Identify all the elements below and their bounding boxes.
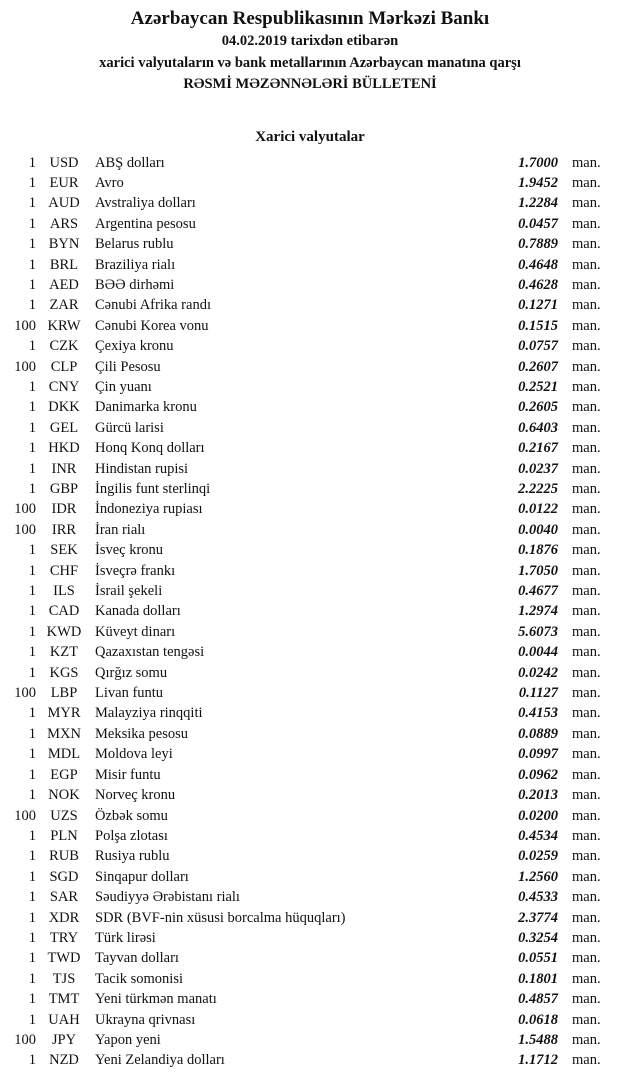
rate-row <box>0 703 610 723</box>
rate-unit-label: man. <box>572 685 601 702</box>
rate-unit-label: man. <box>572 787 601 804</box>
rates-table <box>0 153 620 1071</box>
currency-name: İngilis funt sterlinqi <box>95 481 211 497</box>
rate-unit-label: man. <box>572 195 601 212</box>
currency-rate: 0.1127 <box>518 685 558 702</box>
currency-quantity: 1 <box>28 174 36 191</box>
currency-name: BƏƏ dirhəmi <box>95 276 175 293</box>
currency-code: ILS <box>53 583 75 600</box>
currency-quantity: 1 <box>28 297 36 314</box>
rate-unit-label: man. <box>572 297 601 314</box>
currency-name: Yapon yeni <box>95 1031 161 1048</box>
rate-row <box>0 1010 610 1030</box>
rate-unit-label: man. <box>572 970 601 987</box>
rate-row <box>0 989 610 1009</box>
currency-quantity: 1 <box>28 542 36 559</box>
currency-name: Hindistan rupisi <box>95 460 189 477</box>
currency-rate: 2.3774 <box>518 909 558 926</box>
rate-row <box>0 826 610 846</box>
rate-row <box>0 908 610 928</box>
currency-name: Ukrayna qrivnası <box>95 1011 196 1028</box>
currency-rate: 0.4648 <box>518 256 558 273</box>
currency-name: İran rialı <box>95 521 146 538</box>
rate-row <box>0 806 610 826</box>
currency-name: Qazaxıstan tengəsi <box>95 644 205 661</box>
currency-rate: 0.4677 <box>518 583 558 600</box>
currency-rate: 1.9452 <box>518 174 558 191</box>
currency-name: Belarus rublu <box>95 236 174 253</box>
rate-unit-label: man. <box>572 868 601 885</box>
rate-unit-label: man. <box>572 1031 601 1048</box>
currency-quantity: 100 <box>14 1031 36 1048</box>
currency-name: Kanada dolları <box>95 603 181 620</box>
rate-row <box>0 622 610 642</box>
currency-code: NZD <box>49 1052 79 1069</box>
currency-rate: 0.1801 <box>518 970 558 987</box>
currency-name: Meksika pesosu <box>95 725 189 742</box>
currency-rate: 2.2225 <box>518 481 558 497</box>
currency-name: SDR (BVF-nin xüsusi borcalma hüquqları) <box>95 909 346 926</box>
currency-code: KZT <box>49 644 79 661</box>
rate-row <box>0 316 610 336</box>
currency-name: Çili Pesosu <box>95 358 161 375</box>
rate-unit-label: man. <box>572 766 601 783</box>
currency-quantity: 1 <box>28 440 36 457</box>
rate-row <box>0 357 610 377</box>
currency-code: UAH <box>48 1011 80 1028</box>
rate-row <box>0 418 610 438</box>
currency-name: Avro <box>95 174 124 191</box>
currency-name: Sinqapur dolları <box>95 868 189 885</box>
currency-rate: 1.2560 <box>518 868 558 885</box>
currency-name: Yeni türkmən manatı <box>95 991 217 1008</box>
currency-rate: 0.3254 <box>518 929 558 946</box>
currency-name: Rusiya rublu <box>95 848 170 865</box>
rate-row <box>0 1050 610 1070</box>
currency-rate: 0.1515 <box>518 317 558 334</box>
currency-quantity: 100 <box>14 317 36 334</box>
currency-quantity: 100 <box>14 501 36 518</box>
rate-row <box>0 234 610 254</box>
currency-quantity: 1 <box>28 970 36 987</box>
rate-unit-label: man. <box>572 705 601 722</box>
rate-row <box>0 295 610 315</box>
currency-quantity: 1 <box>28 623 36 640</box>
rate-unit-label: man. <box>572 338 601 355</box>
currency-code: PLN <box>50 827 78 844</box>
currency-quantity: 1 <box>28 378 36 395</box>
currency-code: JPY <box>51 1031 77 1048</box>
currency-code: RUB <box>49 848 79 865</box>
rate-row <box>0 173 610 193</box>
rate-row <box>0 479 610 499</box>
currency-code: EGP <box>50 766 78 783</box>
rate-row <box>0 193 610 213</box>
currency-quantity: 1 <box>28 236 36 253</box>
currency-code: CLP <box>50 358 78 375</box>
currency-quantity: 1 <box>28 950 36 967</box>
rate-row <box>0 601 610 621</box>
currency-quantity: 1 <box>28 419 36 436</box>
currency-quantity: 1 <box>28 195 36 212</box>
rate-unit-label: man. <box>572 317 601 334</box>
currency-rate: 0.0551 <box>518 950 558 967</box>
rate-unit-label: man. <box>572 256 601 273</box>
currency-quantity: 1 <box>28 909 36 926</box>
currency-code: AED <box>49 276 79 293</box>
currency-code: GEL <box>49 419 79 436</box>
currency-quantity: 1 <box>28 766 36 783</box>
currency-quantity: 1 <box>28 868 36 885</box>
currency-rate: 1.7000 <box>518 154 558 171</box>
currency-rate: 0.0962 <box>518 766 558 783</box>
rate-unit-label: man. <box>572 276 601 293</box>
currency-name: Honq Konq dolları <box>95 440 205 457</box>
currency-rate: 0.0259 <box>518 848 558 865</box>
rate-unit-label: man. <box>572 236 601 253</box>
rate-unit-label: man. <box>572 664 601 681</box>
currency-code: EUR <box>49 174 79 191</box>
rate-unit-label: man. <box>572 950 601 967</box>
currency-rate: 1.2974 <box>518 603 558 620</box>
currency-quantity: 1 <box>28 644 36 661</box>
currency-rate: 1.2284 <box>518 195 558 212</box>
currency-code: TJS <box>52 970 76 987</box>
currency-name: Qırğız somu <box>95 664 168 681</box>
currency-quantity: 1 <box>28 481 36 497</box>
rate-row <box>0 765 610 785</box>
currency-code: SAR <box>49 889 79 906</box>
rate-unit-label: man. <box>572 358 601 375</box>
currency-quantity: 1 <box>28 562 36 579</box>
currency-rate: 0.0757 <box>518 338 558 355</box>
currency-code: BYN <box>48 236 80 253</box>
rate-unit-label: man. <box>572 603 601 620</box>
currency-code: INR <box>51 460 77 477</box>
currency-code: UZS <box>50 807 78 824</box>
currency-rate: 1.5488 <box>518 1031 558 1048</box>
currency-name: İndoneziya rupiası <box>95 501 203 518</box>
rate-unit-label: man. <box>572 1052 601 1069</box>
currency-name: Səudiyyə Ərəbistanı rialı <box>95 889 240 906</box>
currency-name: İsveçrə frankı <box>95 562 176 579</box>
currency-name: Çin yuanı <box>95 378 152 395</box>
currency-quantity: 1 <box>28 276 36 293</box>
currency-quantity: 1 <box>28 399 36 416</box>
document-subject-line: xarici valyutaların və bank metallarının Azərbaycan manatına qarşı <box>99 54 521 71</box>
currency-name: Danimarka kronu <box>95 399 197 416</box>
currency-code: LBP <box>50 685 78 702</box>
rate-row <box>0 377 610 397</box>
currency-rate: 0.4533 <box>518 889 558 906</box>
rate-unit-label: man. <box>572 583 601 600</box>
currency-name: Tacik somonisi <box>95 970 183 987</box>
rate-row <box>0 948 610 968</box>
rate-row <box>0 724 610 744</box>
currency-name: Tayvan dolları <box>95 950 179 967</box>
currency-rate: 0.0997 <box>518 746 558 763</box>
currency-quantity: 1 <box>28 746 36 763</box>
rate-row <box>0 744 610 764</box>
rate-row <box>0 255 610 275</box>
rate-unit-label: man. <box>572 440 601 457</box>
currency-code: NOK <box>48 787 80 804</box>
currency-code: MYR <box>47 705 81 722</box>
rate-unit-label: man. <box>572 399 601 416</box>
rate-unit-label: man. <box>572 378 601 395</box>
rate-row <box>0 785 610 805</box>
currency-quantity: 1 <box>28 664 36 681</box>
rate-unit-label: man. <box>572 562 601 579</box>
document-title: Azərbaycan Respublikasının Mərkəzi Bankı <box>130 8 490 29</box>
rate-row <box>0 459 610 479</box>
currency-name: İsrail şekeli <box>95 583 163 600</box>
rate-unit-label: man. <box>572 542 601 559</box>
currency-name: Livan funtu <box>95 685 164 702</box>
currency-code: SGD <box>49 868 79 885</box>
rate-unit-label: man. <box>572 991 601 1008</box>
currency-code: CHF <box>49 562 79 579</box>
currency-code: CNY <box>48 378 80 395</box>
rate-unit-label: man. <box>572 807 601 824</box>
rate-row <box>0 499 610 519</box>
currency-name: ABŞ dolları <box>95 154 165 171</box>
currency-code: IDR <box>51 501 77 518</box>
currency-code: TWD <box>47 950 81 967</box>
currency-rate: 0.4628 <box>518 276 558 293</box>
currency-rate: 0.0122 <box>518 501 558 518</box>
currency-quantity: 100 <box>14 685 36 702</box>
currency-rate: 0.0242 <box>518 664 558 681</box>
currency-name: Avstraliya dolları <box>95 195 196 212</box>
currency-name: Malayziya rinqqiti <box>95 705 203 722</box>
currency-quantity: 1 <box>28 256 36 273</box>
currency-quantity: 1 <box>28 154 36 171</box>
currency-rate: 0.2607 <box>518 358 558 375</box>
currency-rate: 0.1876 <box>518 542 558 559</box>
rate-row <box>0 153 610 173</box>
rate-row <box>0 214 610 234</box>
currency-quantity: 1 <box>28 1052 36 1069</box>
currency-code: HKD <box>48 440 80 457</box>
rate-row <box>0 663 610 683</box>
currency-name: İsveç kronu <box>95 542 164 559</box>
currency-code: ARS <box>49 215 79 232</box>
currency-rate: 1.1712 <box>518 1052 558 1069</box>
currency-code: USD <box>49 154 79 171</box>
currency-quantity: 1 <box>28 991 36 1008</box>
currency-name: Polşa zlotası <box>95 827 168 844</box>
rate-unit-label: man. <box>572 623 601 640</box>
rate-unit-label: man. <box>572 419 601 436</box>
currency-code: KGS <box>49 664 79 681</box>
currency-code: KWD <box>46 623 82 640</box>
rate-unit-label: man. <box>572 889 601 906</box>
currency-name: Çexiya kronu <box>95 338 174 355</box>
currency-name: Argentina pesosu <box>95 215 196 232</box>
currency-rate: 0.2605 <box>518 399 558 416</box>
rate-unit-label: man. <box>572 481 601 497</box>
rate-row <box>0 928 610 948</box>
currency-quantity: 1 <box>28 460 36 477</box>
currency-name: Küveyt dinarı <box>95 623 176 640</box>
currency-quantity: 1 <box>28 889 36 906</box>
rate-unit-label: man. <box>572 174 601 191</box>
currency-code: BRL <box>49 256 79 273</box>
currency-rate: 0.0237 <box>518 460 558 477</box>
currency-code: GBP <box>49 481 79 497</box>
currency-code: TRY <box>49 929 79 946</box>
rate-row <box>0 887 610 907</box>
rate-row <box>0 275 610 295</box>
currency-code: CAD <box>48 603 80 620</box>
currency-code: AUD <box>48 195 80 212</box>
rate-unit-label: man. <box>572 929 601 946</box>
currency-quantity: 1 <box>28 827 36 844</box>
currency-rate: 5.6073 <box>518 623 558 640</box>
currency-code: KRW <box>47 317 81 334</box>
document-header <box>0 0 620 96</box>
rate-unit-label: man. <box>572 848 601 865</box>
currency-rate: 0.2013 <box>518 787 558 804</box>
currency-quantity: 100 <box>14 807 36 824</box>
rate-row <box>0 846 610 866</box>
currency-rate: 0.0044 <box>518 644 558 661</box>
currency-quantity: 1 <box>28 583 36 600</box>
currency-quantity: 1 <box>28 338 36 355</box>
rate-unit-label: man. <box>572 1011 601 1028</box>
currency-quantity: 100 <box>14 521 36 538</box>
currency-quantity: 1 <box>28 725 36 742</box>
currency-name: Moldova leyi <box>95 746 173 763</box>
currency-rate: 0.0040 <box>518 521 558 538</box>
currency-name: Misir funtu <box>95 766 161 783</box>
currency-rate: 0.0618 <box>518 1011 558 1028</box>
document-date-line: 04.02.2019 tarixdən etibarən <box>221 33 399 49</box>
document-bulletin-line: RƏSMİ MƏZƏNNƏLƏRİ BÜLLETENİ <box>183 76 437 92</box>
currency-rate: 0.2521 <box>518 378 558 395</box>
currency-code: XDR <box>48 909 80 926</box>
currency-code: DKK <box>48 399 80 416</box>
currency-name: Özbək somu <box>95 807 168 824</box>
currency-rate: 0.4857 <box>518 991 558 1008</box>
rate-unit-label: man. <box>572 215 601 232</box>
rate-row <box>0 683 610 703</box>
currency-quantity: 1 <box>28 848 36 865</box>
rate-unit-label: man. <box>572 909 601 926</box>
currency-name: Cənubi Afrika randı <box>95 297 211 314</box>
rate-row <box>0 561 610 581</box>
rate-unit-label: man. <box>572 521 601 538</box>
rate-unit-label: man. <box>572 644 601 661</box>
currency-rate: 0.1271 <box>518 297 558 314</box>
rate-row <box>0 969 610 989</box>
currency-quantity: 1 <box>28 705 36 722</box>
currency-name: Türk lirəsi <box>95 929 156 946</box>
currency-quantity: 100 <box>14 358 36 375</box>
rate-unit-label: man. <box>572 460 601 477</box>
currency-code: MXN <box>47 725 81 742</box>
currency-code: ZAR <box>49 297 79 314</box>
currency-code: TMT <box>48 991 80 1008</box>
currency-quantity: 1 <box>28 603 36 620</box>
currency-quantity: 1 <box>28 215 36 232</box>
currency-name: Gürcü larisi <box>95 419 164 436</box>
rate-unit-label: man. <box>572 827 601 844</box>
currency-rate: 0.4153 <box>518 705 558 722</box>
currency-rate: 0.0200 <box>518 807 558 824</box>
currency-name: Yeni Zelandiya dolları <box>95 1052 225 1069</box>
currency-code: IRR <box>51 521 77 538</box>
currency-code: CZK <box>49 338 79 355</box>
rate-row <box>0 581 610 601</box>
rate-row <box>0 642 610 662</box>
rate-unit-label: man. <box>572 746 601 763</box>
currency-quantity: 1 <box>28 929 36 946</box>
currency-rate: 0.2167 <box>518 440 558 457</box>
currency-code: MDL <box>47 746 81 763</box>
currency-rate: 0.4534 <box>518 827 558 844</box>
rate-row <box>0 1030 610 1050</box>
currency-rate: 1.7050 <box>518 562 558 579</box>
currency-rate: 0.6403 <box>518 419 558 436</box>
rate-row <box>0 336 610 356</box>
rate-row <box>0 397 610 417</box>
rate-unit-label: man. <box>572 154 601 171</box>
currency-name: Braziliya rialı <box>95 256 176 273</box>
rate-unit-label: man. <box>572 725 601 742</box>
rate-row <box>0 438 610 458</box>
rate-unit-label: man. <box>572 501 601 518</box>
rate-row <box>0 540 610 560</box>
currency-name: Norveç kronu <box>95 787 176 804</box>
currency-code: SEK <box>50 542 78 559</box>
currency-quantity: 1 <box>28 1011 36 1028</box>
rate-row <box>0 520 610 540</box>
section-title-foreign-currencies: Xarici valyutalar <box>255 128 365 145</box>
currency-name: Cənubi Korea vonu <box>95 317 209 334</box>
rate-row <box>0 867 610 887</box>
currency-quantity: 1 <box>28 787 36 804</box>
currency-rate: 0.0457 <box>518 215 558 232</box>
currency-rate: 0.7889 <box>518 236 558 253</box>
currency-rate: 0.0889 <box>518 725 558 742</box>
